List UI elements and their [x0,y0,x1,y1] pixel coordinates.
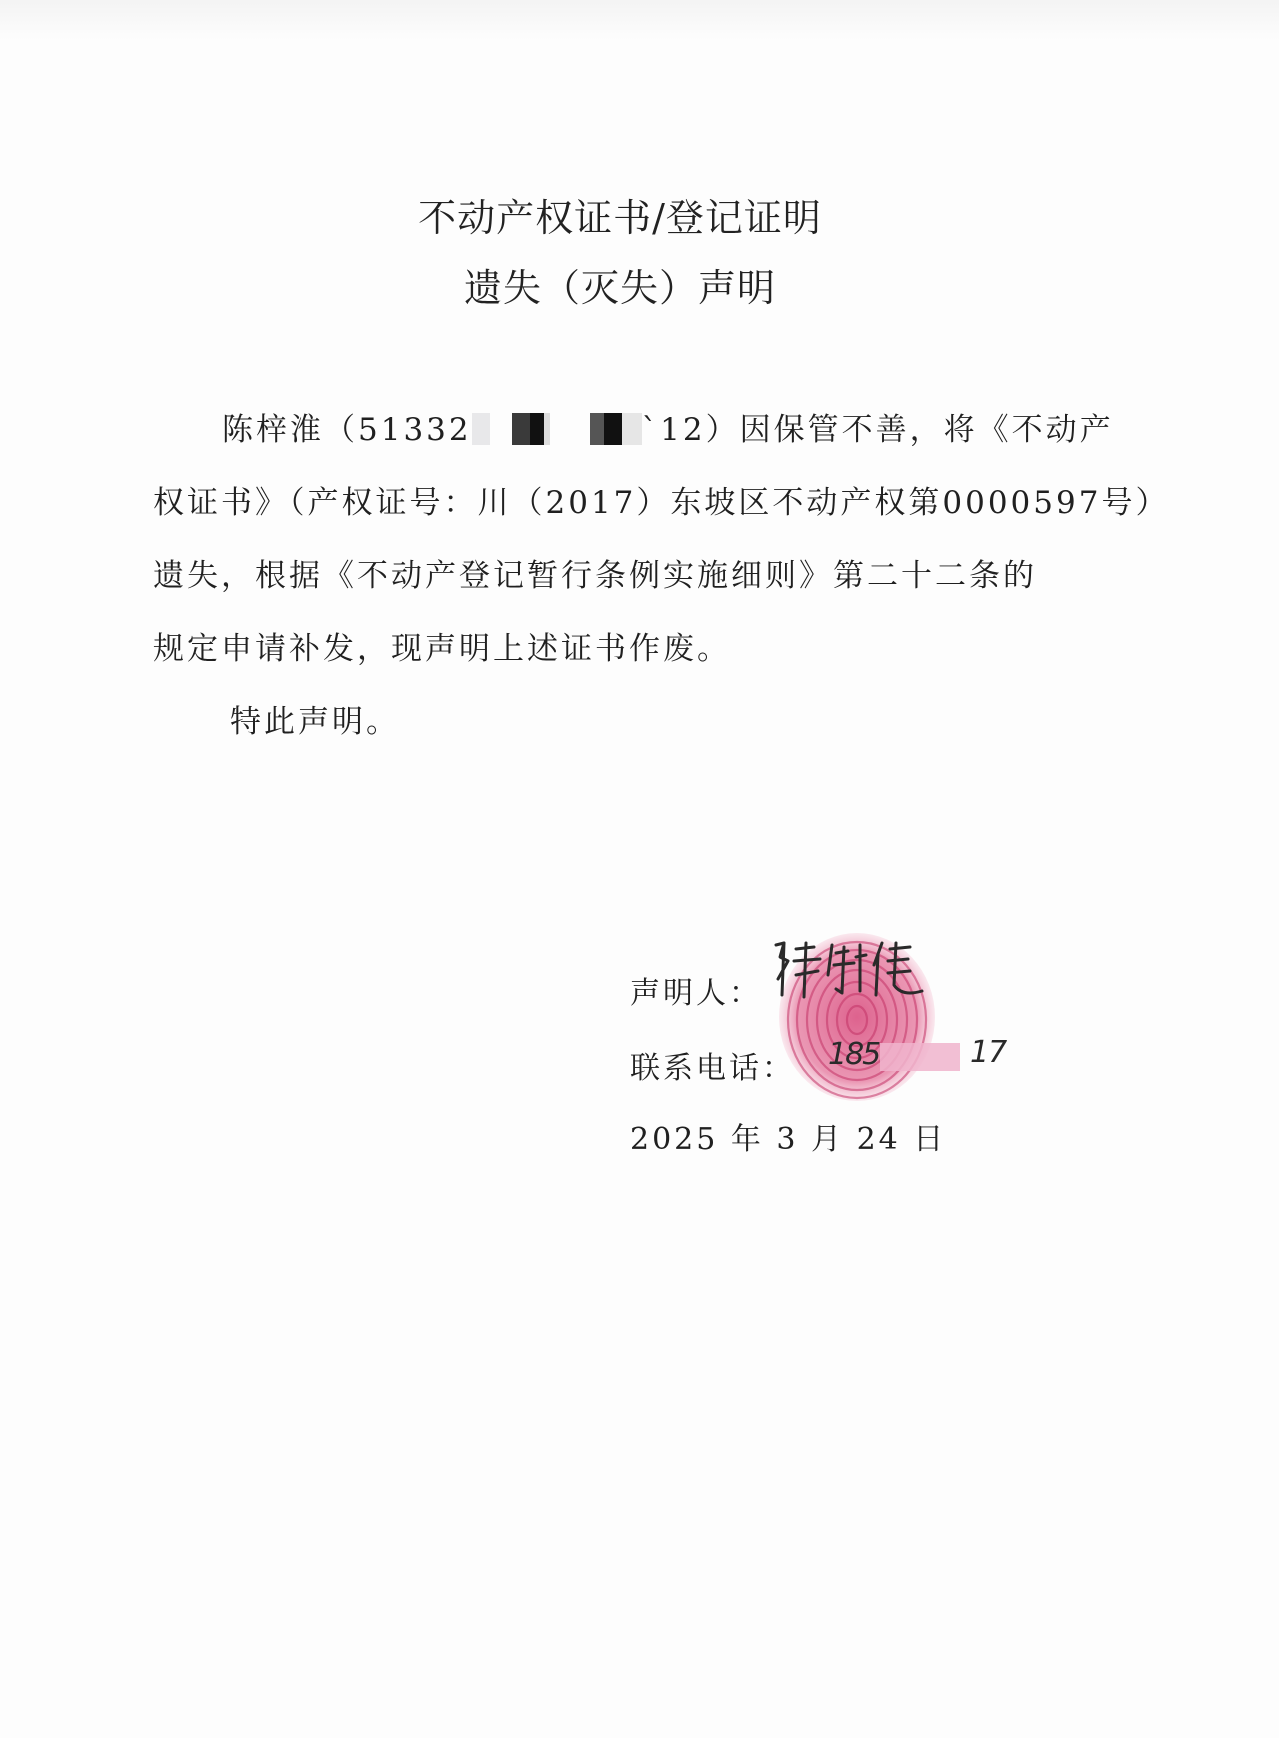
scan-edge-shadow [0,0,1279,40]
phone-redaction [880,1043,960,1071]
phone-handwritten-prefix: 185 [828,1037,880,1072]
id-number-redaction [472,413,642,445]
phone-line [630,1043,795,1087]
body-line-1-suffix: `12）因保管不善，将《不动产 [641,412,1114,448]
declaration-date: 2025 年 3 月 24 日 [630,1122,947,1157]
body-line-1-prefix: 陈梓淮（51332 [222,412,472,448]
body-line-5: 特此声明。 [230,704,400,740]
declarant-label: 声明人： [630,976,762,1011]
body-line-2: 权证书》（产权证号：川（2017）东坡区不动产权第0000597号） [153,485,1170,521]
document-title-line-1: 不动产权证书/登记证明 [418,196,822,240]
body-line-1 [222,404,1114,449]
phone-handwritten-suffix: 17 [970,1035,1007,1070]
body-line-4: 规定申请补发，现声明上述证书作废。 [153,631,731,667]
phone-label: 联系电话： [630,1051,795,1086]
handwritten-phone [820,1035,1030,1079]
declarant-line [630,968,762,1012]
document-title-line-2: 遗失（灭失）声明 [463,266,776,310]
handwritten-signature [770,935,950,1005]
body-line-3: 遗失，根据《不动产登记暂行条例实施细则》第二十二条的 [153,558,1037,594]
